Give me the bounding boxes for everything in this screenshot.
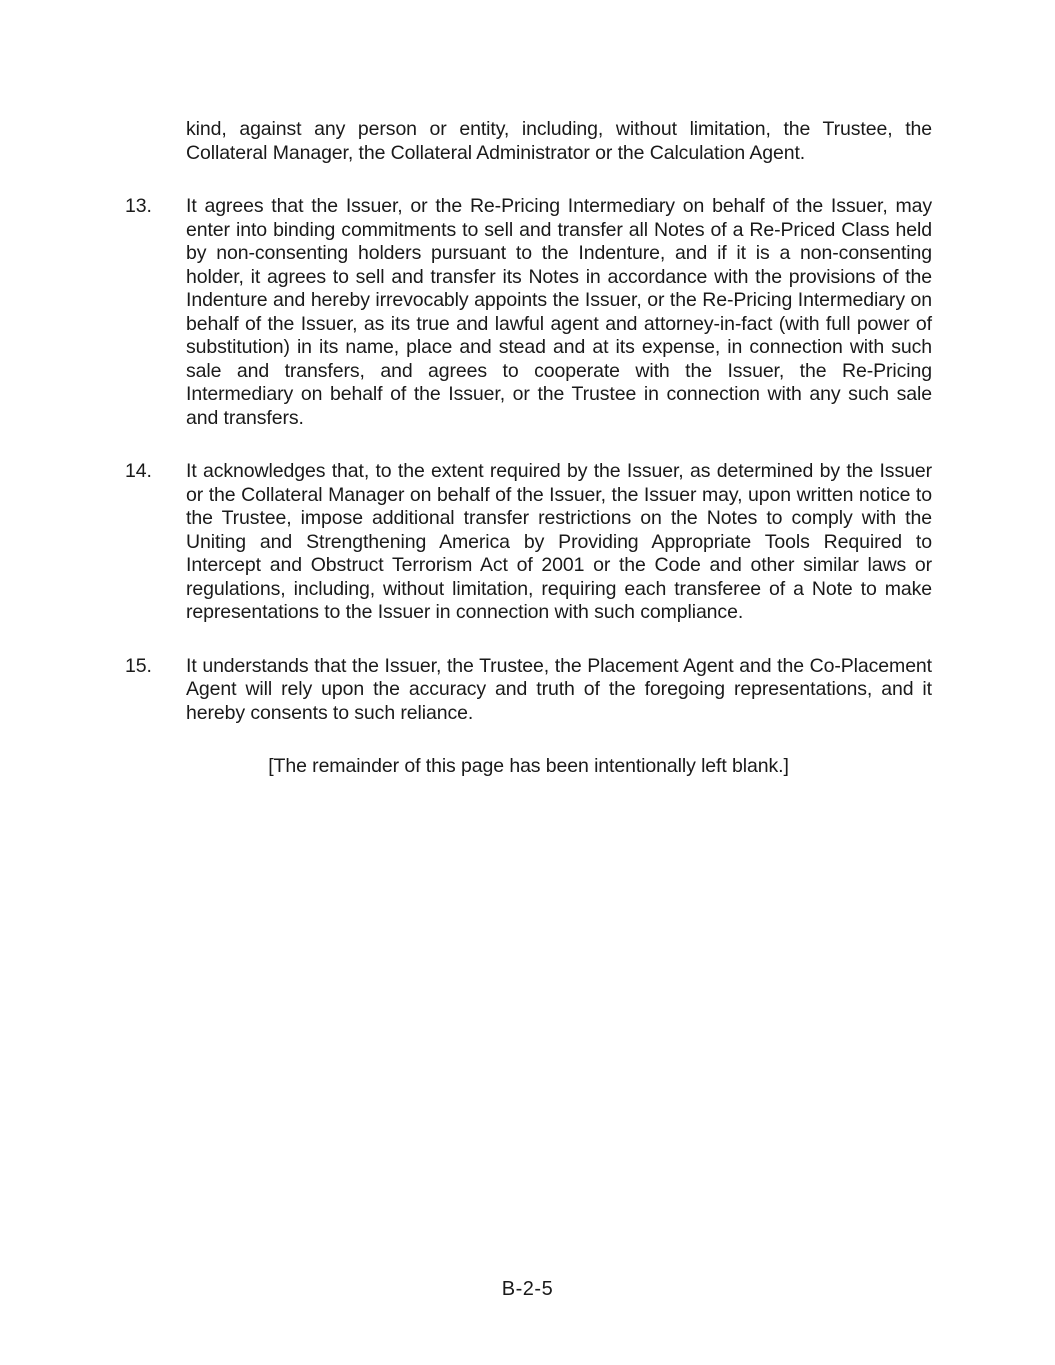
blank-page-note: [The remainder of this page has been intentionally left blank.] [268, 755, 789, 777]
paragraph-text: It acknowledges that, to the extent required by the Issuer, as determined by the Issuer or the Collateral Manager on behalf of the Issuer, the Issuer may, upon written notice to the Trustee, impose additional transfer restrictions on the Notes to comply with the Uniting and Strengthening America by Providing Appropriate Tools Required to Intercept and Obstruct Terrorism Act of 2001 or the Code and other similar laws or regulations, including, without limitation, requiring each transferee of a Note to make representations to the Issuer in connection with such compliance. [186, 460, 932, 623]
paragraph-text: It agrees that the Issuer, or the Re-Pricing Intermediary on behalf of the Issuer, may enter into binding commitments to sell and transfer all Notes of a Re-Priced Class held by non-consenting holders pursuant to the Indenture, and if it is a non-consenting holder, it agrees to sell and transfer its Notes in accordance with the provisions of the Indenture and hereby irrevocably appoints the Issuer, or the Re-Pricing Intermediary on behalf of the Issuer, as its true and lawful agent and attorney-in-fact (with full power of substitution) in its name, place and stead and at its expense, in connection with such sale and transfers, and agrees to cooperate with the Issuer, the Re-Pricing Intermediary on behalf of the Issuer, or the Trustee in connection with any such sale and transfers. [186, 195, 932, 429]
page-number: B-2-5 [501, 1278, 554, 1300]
numbered-paragraph-14 [125, 460, 932, 625]
numbered-paragraph-13 [125, 195, 932, 430]
document-content [125, 118, 932, 779]
paragraph-number: 15. [125, 654, 152, 677]
numbered-paragraph-15 [125, 655, 932, 726]
paragraph-number: 14. [125, 460, 152, 482]
paragraph-text: It understands that the Issuer, the Trustee, the Placement Agent and the Co-Placement Agent will rely upon the accuracy and truth of the foregoing representations, and it hereby consents to such reliance. [186, 654, 932, 724]
paragraph-number: 13. [125, 195, 152, 217]
paragraph-continuation: kind, against any person or entity, including, without limitation, the Trustee, the Collateral Manager, the Collateral Administrator or the Calculation Agent. [186, 118, 932, 164]
